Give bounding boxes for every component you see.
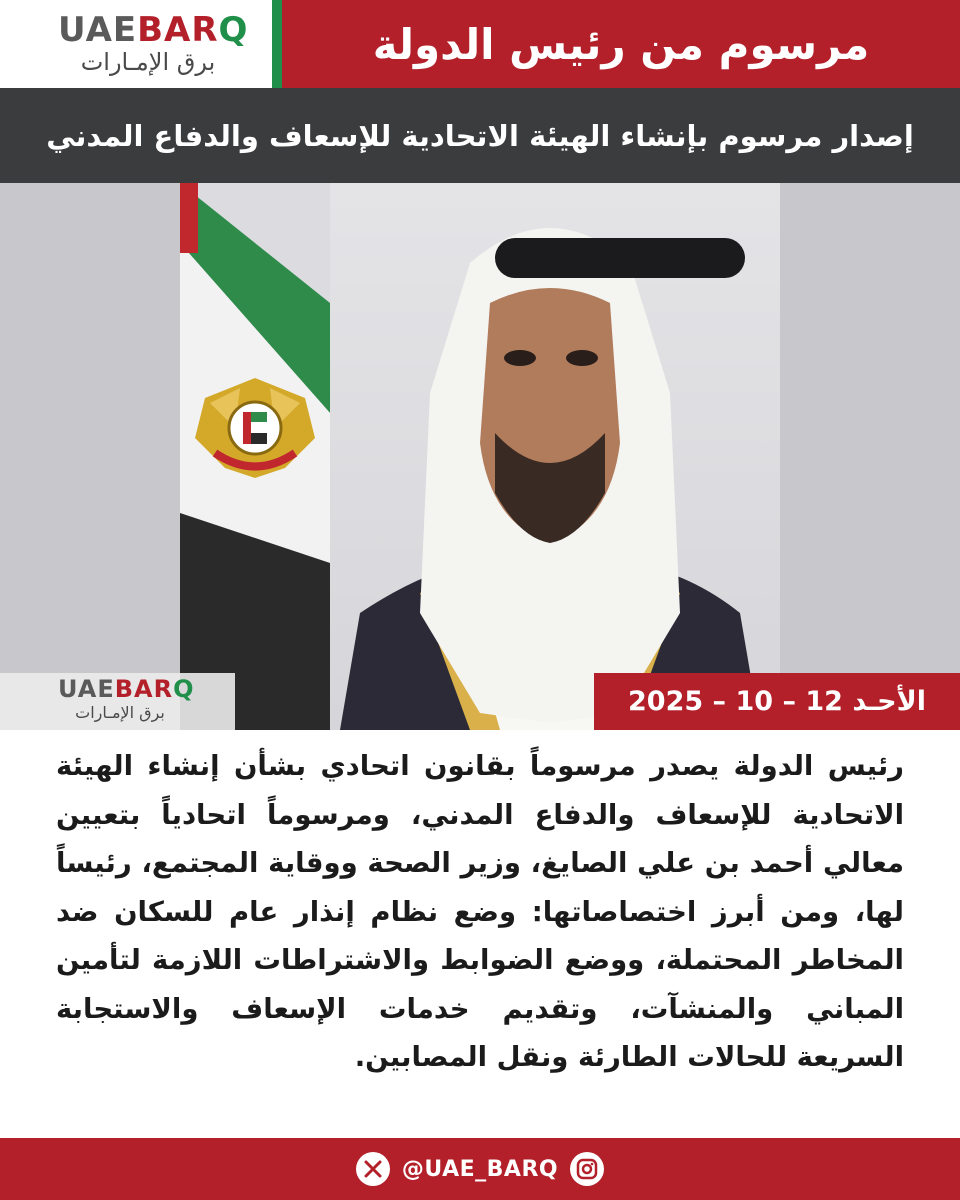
watermark-arabic-text: برق الإمـارات — [75, 703, 165, 722]
footer-bar — [0, 1138, 960, 1200]
x-logo-icon[interactable] — [356, 1152, 390, 1186]
photo-watermark — [0, 673, 235, 730]
title-bar — [282, 0, 960, 88]
post-date: الأحـد 12 – 10 – 2025 — [628, 686, 926, 717]
social-handle[interactable]: @UAE_BARQ — [401, 1156, 559, 1182]
subtitle-bar — [0, 88, 960, 183]
instagram-icon[interactable] — [570, 1152, 604, 1186]
brand-logo — [0, 0, 272, 88]
photo-area — [0, 183, 960, 730]
page-title: مرسوم من رئيس الدولة — [372, 19, 870, 69]
watermark-wordmark: UAEBARQ — [58, 675, 195, 703]
logo-wordmark: UAEBARQ — [58, 10, 249, 50]
news-body-text: رئيس الدولة يصدر مرسوماً بقانون اتحادي بشأن إنشاء الهيئة الاتحادية للإسعاف والدفاع المدني، ومرسوماً اتحادياً بتعيين معالي أحمد بن علي الصايغ، وزير الصحة ووقاية المجتمع، رئيساً لها، ومن أبرز اختصاصاتها: وضع نظام إنذار عام للسكان ضد المخاطر المحتملة، ووضع الضوابط والاشتراطات اللازمة لتأمين المباني والمنشآت، وتقديم خدمات الإسعاف والاستجابة السريعة للحالات الطارئة ونقل المصابين. — [56, 750, 904, 1073]
portrait-figure-image — [320, 193, 780, 730]
emirates-emblem-icon — [185, 368, 325, 483]
logo-arabic-text: برق الإمـارات — [80, 48, 216, 76]
date-badge — [594, 673, 960, 730]
page-subtitle: إصدار مرسوم بإنشاء الهيئة الاتحادية للإسعاف والدفاع المدني — [46, 118, 914, 153]
social-links — [0, 1138, 960, 1200]
header-accent-strip — [272, 0, 282, 88]
portrait-photo — [180, 183, 780, 730]
